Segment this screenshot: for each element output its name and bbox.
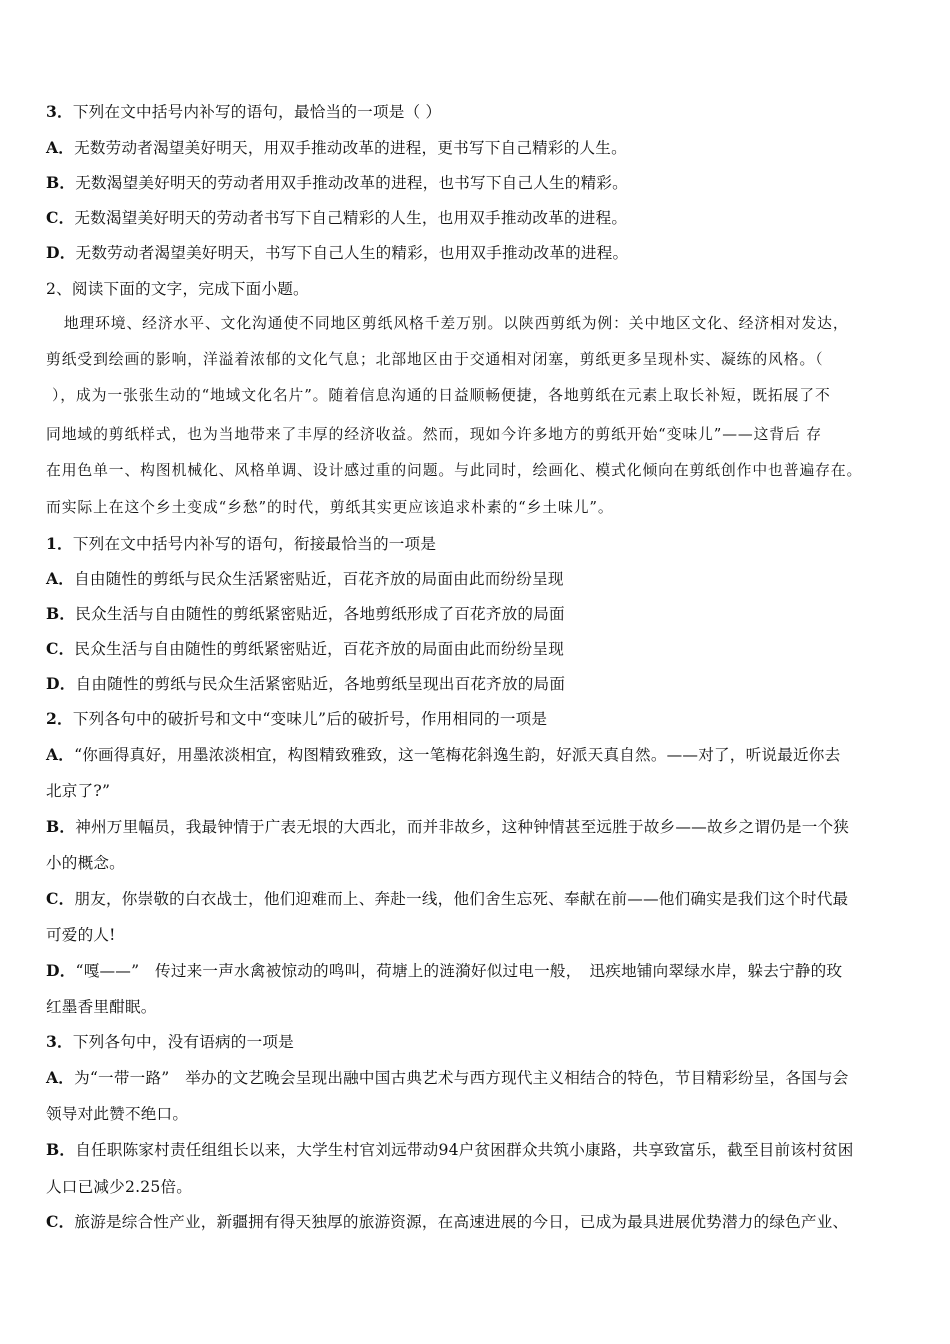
option-b: B．神州万里幅员，我最钟情于广表无垠的大西北，而并非故乡，这种钟情甚至远胜于故乡——故乡之谓仍是一个狭 — [46, 817, 850, 836]
option-a-cont: 北京了?” — [46, 782, 111, 800]
passage-line: 而实际上在这个乡土变成“乡愁”的时代，剪纸其实更应该追求朴素的“乡土味儿”。 — [46, 499, 614, 516]
question-number: 1． — [46, 534, 73, 553]
option-a: A．无数劳动者渴望美好明天，用双手推动改革的进程，更书写下自己精彩的人生。 — [46, 138, 627, 157]
option-a-cont: 领导对此赞不绝口。 — [46, 1105, 189, 1123]
option-d: D．“嘎——” 传过来一声水禽被惊动的鸣叫，荷塘上的涟漪好似过电一般， 迅疾地铺向翠绿水岸，躲去宁静的玫 — [46, 961, 843, 980]
option-d: D．自由随性的剪纸与民众生活紧密贴近，各地剪纸呈现出百花齐放的局面 — [46, 674, 566, 693]
option-c: C．无数渴望美好明天的劳动者书写下自己精彩的人生，也用双手推动改革的进程。 — [46, 208, 628, 227]
option-c: C．朋友，你崇敬的白衣战士，他们迎难而上、奔赴一线，他们舍生忘死、奉献在前——他们确实是我们这个时代最 — [46, 889, 849, 908]
option-b-cont: 人口已减少2.25倍。 — [46, 1178, 193, 1196]
passage-line: 同地域的剪纸样式，也为当地带来了丰厚的经济收益。然而，现如今许多地方的剪纸开始“变味儿”——这背后 存 — [46, 426, 822, 443]
question-stem: 2．下列各句中的破折号和文中“变味儿”后的破折号，作用相同的一项是 — [46, 709, 548, 728]
question-stem: 1．下列在文中括号内补写的语句，衔接最恰当的一项是 — [46, 534, 437, 553]
passage-line: 地理环境、经济水平、文化沟通使不同地区剪纸风格千差万别。以陕西剪纸为例：关中地区文化、经济相对发达， — [48, 315, 849, 332]
question-number: 2． — [46, 709, 73, 728]
passage-line: ），成为一张张生动的“地域文化名片”。随着信息沟通的日益顺畅便捷，各地剪纸在元素上取长补短，既拓展了不 — [52, 387, 831, 404]
option-c: C．民众生活与自由随性的剪纸紧密贴近，百花齐放的局面由此而纷纷呈现 — [46, 639, 565, 658]
option-d: D．无数劳动者渴望美好明天，书写下自己人生的精彩，也用双手推动改革的进程。 — [46, 243, 629, 262]
question-stem: 3．下列各句中，没有语病的一项是 — [46, 1032, 294, 1051]
question-number: 3． — [46, 1032, 73, 1051]
option-b: B．无数渴望美好明天的劳动者用双手推动改革的进程，也书写下自己人生的精彩。 — [46, 173, 628, 192]
section-heading: 2、阅读下面的文字，完成下面小题。 — [46, 280, 309, 298]
passage-line: 剪纸受到绘画的影响，洋溢着浓郁的文化气息；北部地区由于交通相对闭塞，剪纸更多呈现朴实、凝练的风格。（ — [46, 351, 824, 368]
option-b: B．民众生活与自由随性的剪纸紧密贴近，各地剪纸形成了百花齐放的局面 — [46, 604, 565, 623]
option-d-cont: 红墨香里酣眠。 — [46, 998, 157, 1016]
option-a: A．为“一带一路” 举办的文艺晚会呈现出融中国古典艺术与西方现代主义相结合的特色，节目精彩纷呈，各国与会 — [46, 1068, 849, 1087]
option-c-cont: 可爱的人! — [46, 926, 116, 944]
question-stem: 3．下列在文中括号内补写的语句，最恰当的一项是（ ） — [46, 102, 442, 121]
option-b-cont: 小的概念。 — [46, 854, 125, 872]
question-number: 3． — [46, 102, 73, 121]
option-b: B．自任职陈家村责任组组长以来，大学生村官刘远带动94户贫困群众共筑小康路，共享致富乐，截至目前该村贫困 — [46, 1140, 854, 1159]
option-c: C．旅游是综合性产业，新疆拥有得天独厚的旅游资源，在高速进展的今日，已成为最具进展优势潜力的绿色产业、 — [46, 1212, 849, 1231]
option-a: A．“你画得真好，用墨浓淡相宜，构图精致雅致，这一笔梅花斜逸生韵，好派天真自然。——对了，听说最近你去 — [46, 745, 841, 764]
option-a: A．自由随性的剪纸与民众生活紧密贴近，百花齐放的局面由此而纷纷呈现 — [46, 569, 564, 588]
passage-line: 在用色单一、构图机械化、风格单调、设计感过重的问题。与此同时，绘画化、模式化倾向在剪纸创作中也普遍存在。 — [46, 462, 863, 479]
